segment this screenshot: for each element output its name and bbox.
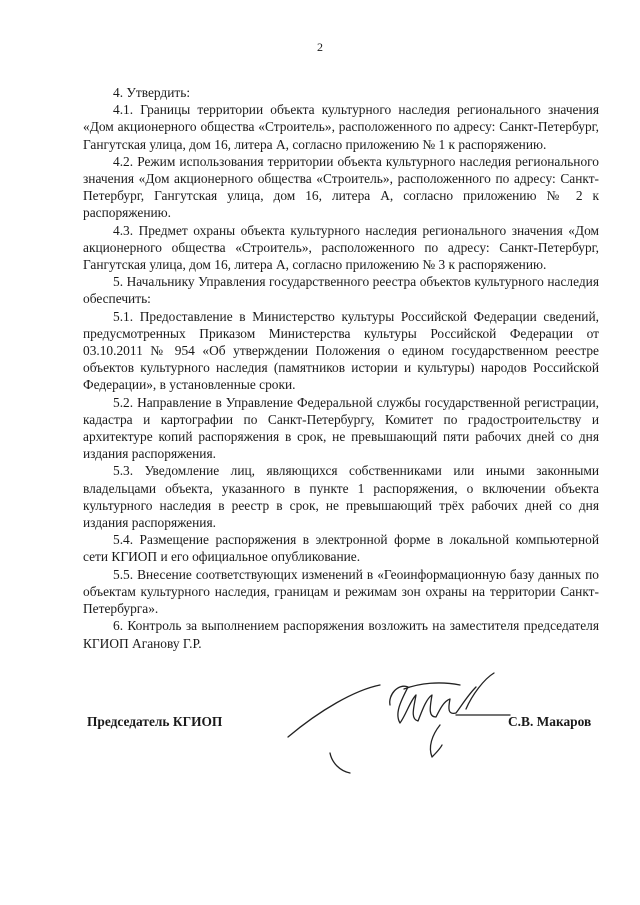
paragraph-4: 4. Утвердить: [113,85,191,100]
paragraph-5-3: 5.3. Уведомление лиц, являющихся собственниками или иными законными владельцами объекта, указанного в пункте 1 распоряжения, о включении объекта культурного наследия в реестр в срок, не превышающий трёх рабочих дней со дня издания распоряжения. [83,463,599,531]
paragraph-4-1: 4.1. Границы территории объекта культурного наследия регионального значения «Дом акционерного общества «Строитель», расположенного по адресу: Санкт-Петербург, Гангутская улица, дом 16, литера А, согласно приложению № 1 к распоряжению. [83,102,599,152]
paragraph-4-2: 4.2. Режим использования территории объекта культурного наследия регионального значения «Дом акционерного общества «Строитель», расположенного по адресу: Санкт-Петербург, Гангутская улица, дом 16, литера А, согласно приложению № 2 к распоряжению. [83,153,599,221]
signatory-title: Председатель КГИОП [87,714,223,729]
paragraph-5: 5. Начальнику Управления государственного реестра объектов культурного наследия обеспечить: [83,274,599,307]
signatory-name: С.В. Макаров [508,714,592,729]
page-number: 2 [317,40,323,54]
paragraph-5-5: 5.5. Внесение соответствующих изменений в «Геоинформационную базу данных по объектам культурного наследия, границам и режимам зон охраны на территории Санкт-Петербурга». [83,566,599,617]
paragraph-4-3: 4.3. Предмет охраны объекта культурного наследия регионального значения «Дом акционерного общества «Строитель», расположенного по адресу: Санкт-Петербург, Гангутская улица, дом 16, литера А, согласно приложению № 3 к распоряжению. [83,222,599,273]
document-body [83,84,599,652]
paragraph-5-2: 5.2. Направление в Управление Федеральной службы государственной регистрации, кадастра и картографии по Санкт-Петербургу, Комитет по градостроительству и архитектуре копий распоряжения в срок, не превышающий пяти рабочих дней со дня издания распоряжения. [83,394,599,462]
paragraph-6: 6. Контроль за выполнением распоряжения возложить на заместителя председателя КГИОП Аганову Г.Р. [83,618,599,651]
paragraph-5-4: 5.4. Размещение распоряжения в электронной форме в локальной компьютерной сети КГИОП и его официальное опубликование. [83,532,599,565]
handwritten-signature [270,665,520,775]
paragraph-5-1: 5.1. Предоставление в Министерство культуры Российской Федерации сведений, предусмотренных Приказом Министерства культуры Российской Федерации от 03.10.2011 № 954 «Об утверждении Положения о едином государственном реестре объектов культурного наследия (памятников истории и культуры) народов Российской Федерации», в установленные сроки. [83,308,599,393]
